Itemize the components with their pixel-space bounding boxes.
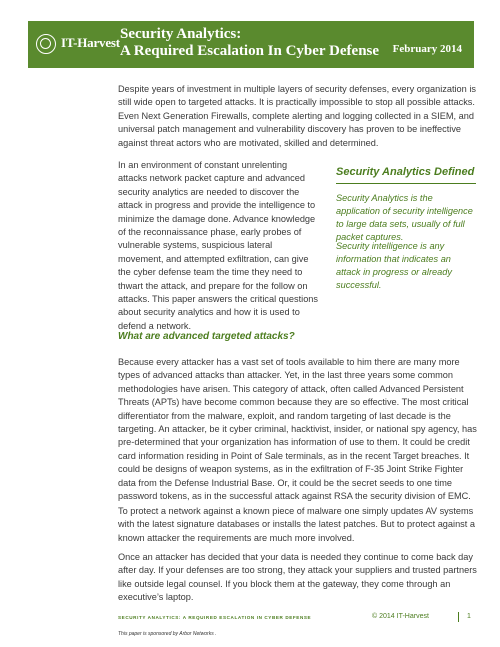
document-title — [120, 26, 379, 60]
header-banner — [28, 21, 474, 68]
logo-icon — [36, 34, 56, 54]
attackers-paragraph: Because every attacker has a vast set of tools available to him there are many more types of advanced attacks than attacker. Yet, in the last three years some common methodologies have arisen. This category of attack, often called Advanced Persistent Threats (APTs) have become common because they are so effective. The most critical differentiator from the malware, exploit, and random targeting of last decade is the targeting. An attacker, be it cyber criminal, hacktivist, insider, or national spy agency, has pre-determined that your organization has information of use to them. It could be credit card information residing in Point of Sale terminals, as in the recent Target breaches. It could be designs of weapon systems, as in the exfiltration of F-35 Joint Strike Fighter data from the Defense Industrial Base. Or, it could be the secret seeds to one time password tokens, as in the successful attack against RSA the security division of EMC. — [118, 357, 477, 502]
protect-paragraph: To protect a network against a known piece of malware one simply updates AV systems with the latest signature databases or installs the latest patches. But to protect against a known attacker the requirements are much more involved. — [118, 506, 475, 543]
sponsor-note: This paper is sponsored by Arbor Networks . — [118, 631, 217, 637]
sidebar-title: Security Analytics Defined — [336, 166, 475, 178]
title-line-1: Security Analytics: — [120, 26, 242, 42]
intro-paragraph: Despite years of investment in multiple layers of security defenses, every organization is still wide open to targeted attacks. It is practically impossible to stop all possible attacks. Even Next Generation Firewalls, complete alerting and logging collected in a SIEM, and universal patch management and vulnerability discovery has proven to be ineffective against threat actors who are motivated, skilled and determined. — [118, 84, 476, 148]
footer-separator — [458, 612, 459, 622]
footer-copyright: © 2014 IT-Harvest — [372, 613, 429, 620]
page-number: 1 — [467, 613, 471, 620]
environment-paragraph: In an environment of constant unrelenting attacks network packet capture and advanced security analytics are needed to discover the attack in progress and provide the intelligence to minimize the damage done. Advance knowledge of the reconnaissance phase, early probes of vulnerable systems, suspicious lateral movement, and attempted exfiltration, can give the cyber defense team the time they need to thwart the attack, and prepare for the follow on attacks. This paper answers the critical questions about security analytics and how it is used to defend a network. — [118, 160, 319, 331]
sidebar-intelligence: Security intelligence is any information that indicates an attack in progress or already successful. — [336, 241, 452, 290]
title-line-2: A Required Escalation In Cyber Defense — [120, 43, 380, 59]
logo-text: IT-Harvest — [61, 35, 120, 50]
decided-paragraph: Once an attacker has decided that your data is needed they continue to come back day after day. If your defenses are too strong, they attack your suppliers and trusted partners like outside legal counsel. If you block them at the gateway, they come through an executive’s laptop. — [118, 552, 477, 603]
sidebar-definition: Security Analytics is the application of security intelligence to large data sets, usually of full packet captures. — [336, 193, 473, 242]
section-heading: What are advanced targeted attacks? — [118, 331, 295, 342]
sidebar-divider — [336, 183, 476, 184]
footer-running-title: SECURITY ANALYTICS: A REQUIRED ESCALATION IN CYBER DEFENSE — [118, 615, 312, 620]
document-date: February 2014 — [392, 43, 462, 55]
